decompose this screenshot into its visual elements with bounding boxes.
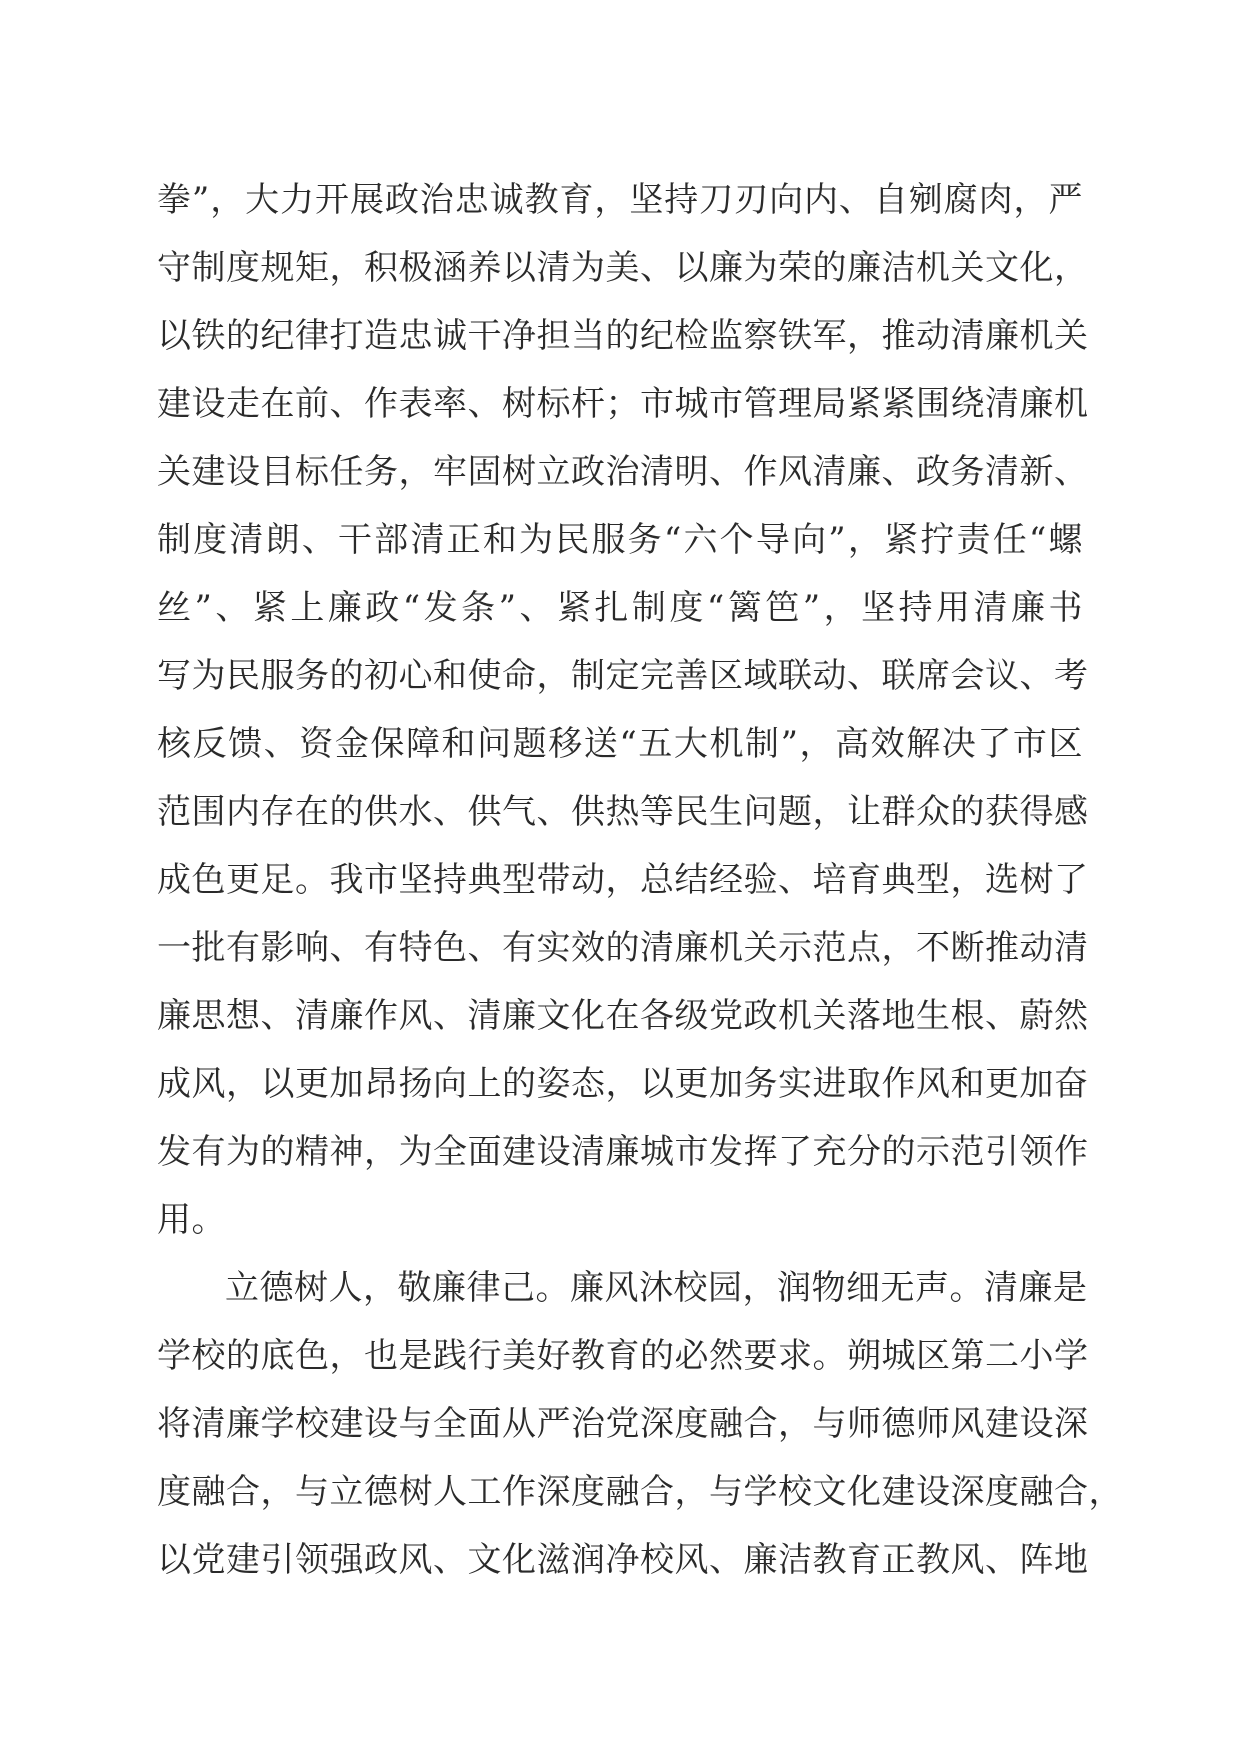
text-line: 拳”，大力开展政治忠诚教育，坚持刀刃向内、自剜腐肉，严 (157, 180, 1083, 220)
text-line: 学校的底色，也是践行美好教育的必然要求。朔城区第二小学 (157, 1336, 1089, 1376)
text-line: 廉思想、清廉作风、清廉文化在各级党政机关落地生根、蔚然 (157, 996, 1089, 1036)
text-line: 建设走在前、作表率、树标杆；市城市管理局紧紧围绕清廉机 (157, 384, 1089, 424)
document-body (157, 166, 1123, 1594)
text-line: 丝”、紧上廉政“发条”、紧扎制度“篱笆”，坚持用清廉书 (157, 588, 1083, 628)
text-line: 守制度规矩，积极涵养以清为美、以廉为荣的廉洁机关文化， (157, 248, 1089, 288)
text-line: 制度清朗、干部清正和为民服务“六个导向”，紧拧责任“螺 (157, 520, 1083, 560)
text-line: 核反馈、资金保障和问题移送“五大机制”，高效解决了市区 (157, 724, 1083, 764)
text-line: 以铁的纪律打造忠诚干净担当的纪检监察铁军，推动清廉机关 (157, 316, 1089, 356)
text-line: 发有为的精神，为全面建设清廉城市发挥了充分的示范引领作 (157, 1132, 1089, 1172)
text-line: 立德树人，敬廉律己。廉风沐校园，润物细无声。清廉是 (225, 1268, 1088, 1308)
text-line: 关建设目标任务，牢固树立政治清明、作风清廉、政务清新、 (157, 452, 1089, 492)
text-line: 成风，以更加昂扬向上的姿态，以更加务实进取作风和更加奋 (157, 1064, 1089, 1104)
text-line: 以党建引领强政风、文化滋润净校风、廉洁教育正教风、阵地 (157, 1540, 1089, 1580)
text-line: 成色更足。我市坚持典型带动，总结经验、培育典型，选树了 (157, 860, 1089, 900)
text-line: 将清廉学校建设与全面从严治党深度融合，与师德师风建设深 (157, 1404, 1089, 1444)
text-line: 度融合，与立德树人工作深度融合，与学校文化建设深度融合， (157, 1472, 1123, 1512)
text-line: 用。 (157, 1200, 226, 1240)
paragraph (157, 166, 1089, 1254)
paragraph (157, 1254, 1123, 1594)
text-line: 一批有影响、有特色、有实效的清廉机关示范点，不断推动清 (157, 928, 1089, 968)
text-line: 写为民服务的初心和使命，制定完善区域联动、联席会议、考 (157, 656, 1089, 696)
text-line: 范围内存在的供水、供气、供热等民生问题，让群众的获得感 (157, 792, 1089, 832)
